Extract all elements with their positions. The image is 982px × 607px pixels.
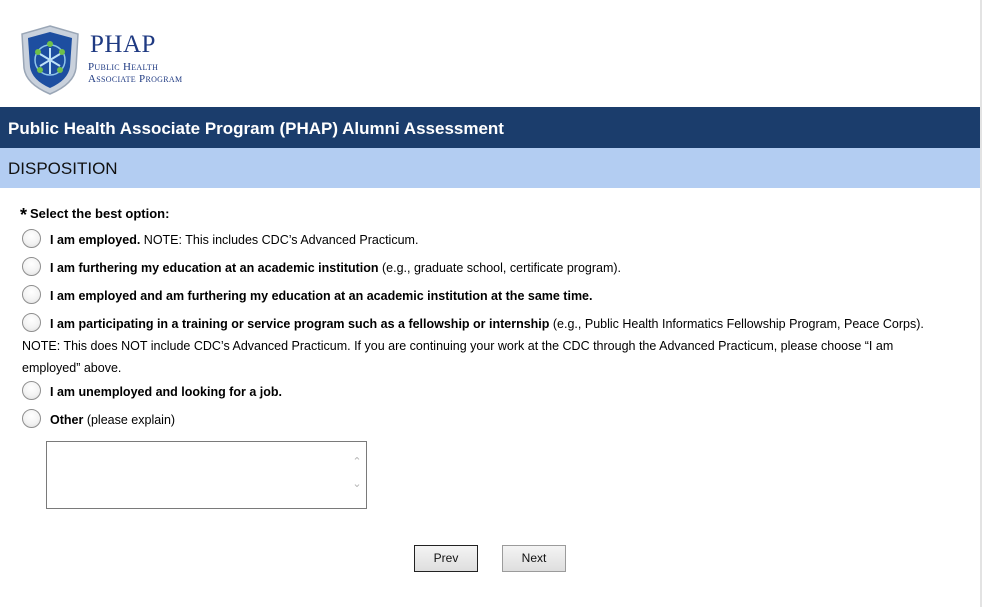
section-title: DISPOSITION <box>8 159 118 178</box>
option-label: I am employed and am furthering my education at an academic institution at the same time. <box>50 289 593 303</box>
section-header <box>0 148 980 188</box>
option-label: I am participating in a training or service program such as a fellowship or internship <box>50 317 550 331</box>
shield-emblem-icon <box>18 24 82 96</box>
phap-logo <box>18 24 238 96</box>
logo-subtitle-line2: Associate Program <box>88 73 183 85</box>
option-label: Other <box>50 413 84 427</box>
logo-subtitle <box>88 61 182 85</box>
required-star-icon: * <box>20 205 28 225</box>
option-note: (e.g., Public Health Informatics Fellowship Program, Peace Corps). NOTE: This does NOT include CDC’s Advanced Practicum. If you are continuing your work at the CDC through the Advanced Practicum, please choose “I am employed” above. <box>22 317 924 375</box>
scroll-up-icon[interactable]: ⌃ <box>352 456 362 468</box>
option-employed[interactable] <box>22 229 952 251</box>
option-label: I am furthering my education at an academic institution <box>50 261 379 275</box>
radio-button[interactable] <box>22 313 41 332</box>
option-unemployed[interactable] <box>22 381 952 403</box>
option-label: I am unemployed and looking for a job. <box>50 385 282 399</box>
other-explain-textarea[interactable] <box>46 441 367 509</box>
logo-abbreviation: PHAP <box>90 31 156 58</box>
question-prompt <box>20 205 170 225</box>
radio-button[interactable] <box>22 229 41 248</box>
survey-title-bar <box>0 107 980 148</box>
option-note: NOTE: This includes CDC’s Advanced Practicum. <box>140 233 419 247</box>
radio-button[interactable] <box>22 381 41 400</box>
next-button[interactable]: Next <box>502 545 566 572</box>
radio-button[interactable] <box>22 285 41 304</box>
survey-title: Public Health Associate Program (PHAP) Alumni Assessment <box>8 119 504 138</box>
option-training-program[interactable] <box>22 313 952 379</box>
logo-subtitle-line1: Public Health <box>88 61 159 73</box>
option-note: (please explain) <box>83 413 176 427</box>
option-other[interactable] <box>22 409 952 431</box>
option-employed-and-education[interactable] <box>22 285 952 307</box>
radio-button[interactable] <box>22 257 41 276</box>
option-furthering-education[interactable] <box>22 257 952 279</box>
option-label: I am employed. <box>50 233 141 247</box>
option-note: (e.g., graduate school, certificate program). <box>378 261 622 275</box>
radio-button[interactable] <box>22 409 41 428</box>
scroll-down-icon[interactable]: ⌄ <box>352 478 362 490</box>
question-text: Select the best option: <box>30 206 170 221</box>
prev-button[interactable]: Prev <box>414 545 478 572</box>
